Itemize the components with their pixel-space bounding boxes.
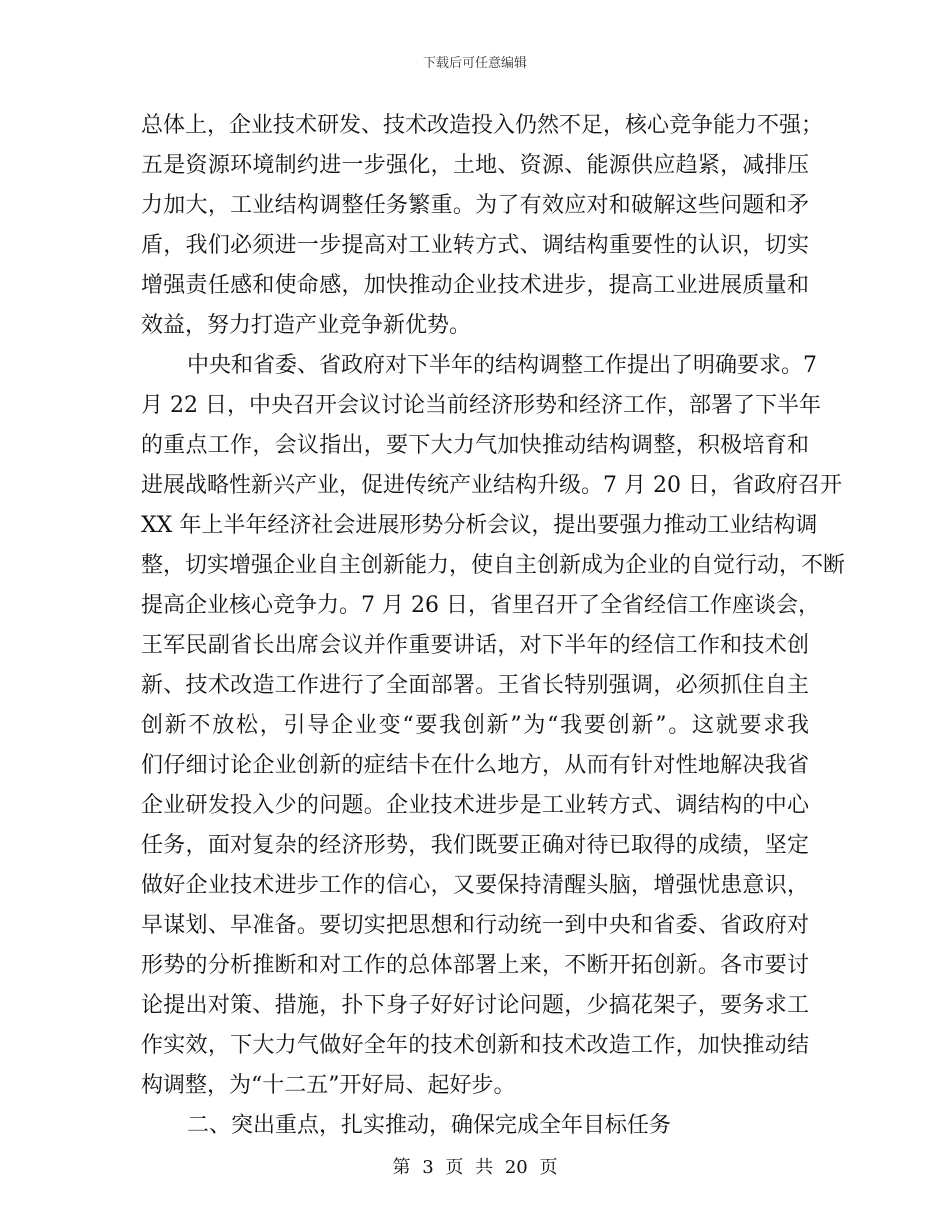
text-line: 早谋划、早准备。要切实把思想和行动统一到中央和省委、省政府对 xyxy=(141,913,809,938)
text-line: 盾，我们必须进一步提高对工业转方式、调结构重要性的认识，切实 xyxy=(141,233,809,258)
text-line: 总体上，企业技术研发、技术改造投入仍然不足，核心竞争能力不强； xyxy=(141,113,824,138)
text-line: 企业研发投入少的问题。企业技术进步是工业转方式、调结构的中心 xyxy=(141,793,809,818)
text-line: 提高企业核心竞争力。7 月 26 日，省里召开了全省经信工作座谈会， xyxy=(141,593,820,618)
text-line: 整，切实增强企业自主创新能力，使自主创新成为企业的自觉行动，不断 xyxy=(141,553,846,578)
text-line: XX 年上半年经济社会进展形势分析会议，提出要强力推动工业结构调 xyxy=(141,513,818,538)
paragraph-1 xyxy=(141,106,824,346)
text-line: 王军民副省长出席会议并作重要讲话，对下半年的经信工作和技术创 xyxy=(141,633,809,658)
document-body xyxy=(141,106,846,1146)
text-line: 们仔细讨论企业创新的症结卡在什么地方，从而有针对性地解决我省 xyxy=(141,753,809,778)
text-line: 中央和省委、省政府对下半年的结构调整工作提出了明确要求。7 xyxy=(187,353,817,378)
text-line: 月 22 日，中央召开会议讨论当前经济形势和经济工作，部署了下半年 xyxy=(141,393,821,418)
text-line: 作实效，下大力气做好全年的技术创新和技术改造工作，加快推动结 xyxy=(141,1033,809,1058)
text-line: 做好企业技术进步工作的信心，又要保持清醒头脑，增强忧患意识， xyxy=(141,873,809,898)
text-line: 进展战略性新兴产业，促进传统产业结构升级。7 月 20 日，省政府召开 xyxy=(141,473,842,498)
text-line: 效益，努力打造产业竞争新优势。 xyxy=(141,313,472,338)
text-line: 五是资源环境制约进一步强化，土地、资源、能源供应趋紧，减排压 xyxy=(141,153,809,178)
text-line: 论提出对策、措施，扑下身子好好讨论问题，少搞花架子，要务求工 xyxy=(141,993,809,1018)
text-line: 任务，面对复杂的经济形势，我们既要正确对待已取得的成绩，坚定 xyxy=(141,833,809,858)
text-line: 新、技术改造工作进行了全面部署。王省长特别强调，必须抓住自主 xyxy=(141,673,809,698)
page-header-note: 下载后可任意编辑 xyxy=(422,56,527,71)
text-line: 力加大，工业结构调整任务繁重。为了有效应对和破解这些问题和矛 xyxy=(141,193,809,218)
paragraph-2 xyxy=(141,346,846,1106)
text-line: 形势的分析推断和对工作的总体部署上来，不断开拓创新。各市要讨 xyxy=(141,953,809,978)
text-line: 创新不放松，引导企业变“要我创新”为“我要创新”。这就要求我 xyxy=(141,713,809,738)
text-line: 增强责任感和使命感，加快推动企业技术进步，提高工业进展质量和 xyxy=(141,273,809,298)
text-line: 构调整，为“十二五”开好局、起好步。 xyxy=(141,1073,516,1098)
section-heading: 二、突出重点，扎实推动，确保完成全年目标任务 xyxy=(187,1113,672,1138)
text-line: 的重点工作，会议指出，要下大力气加快推动结构调整，积极培育和 xyxy=(141,433,809,458)
page-number-footer: 第 3 页 共 20 页 xyxy=(392,1157,558,1178)
